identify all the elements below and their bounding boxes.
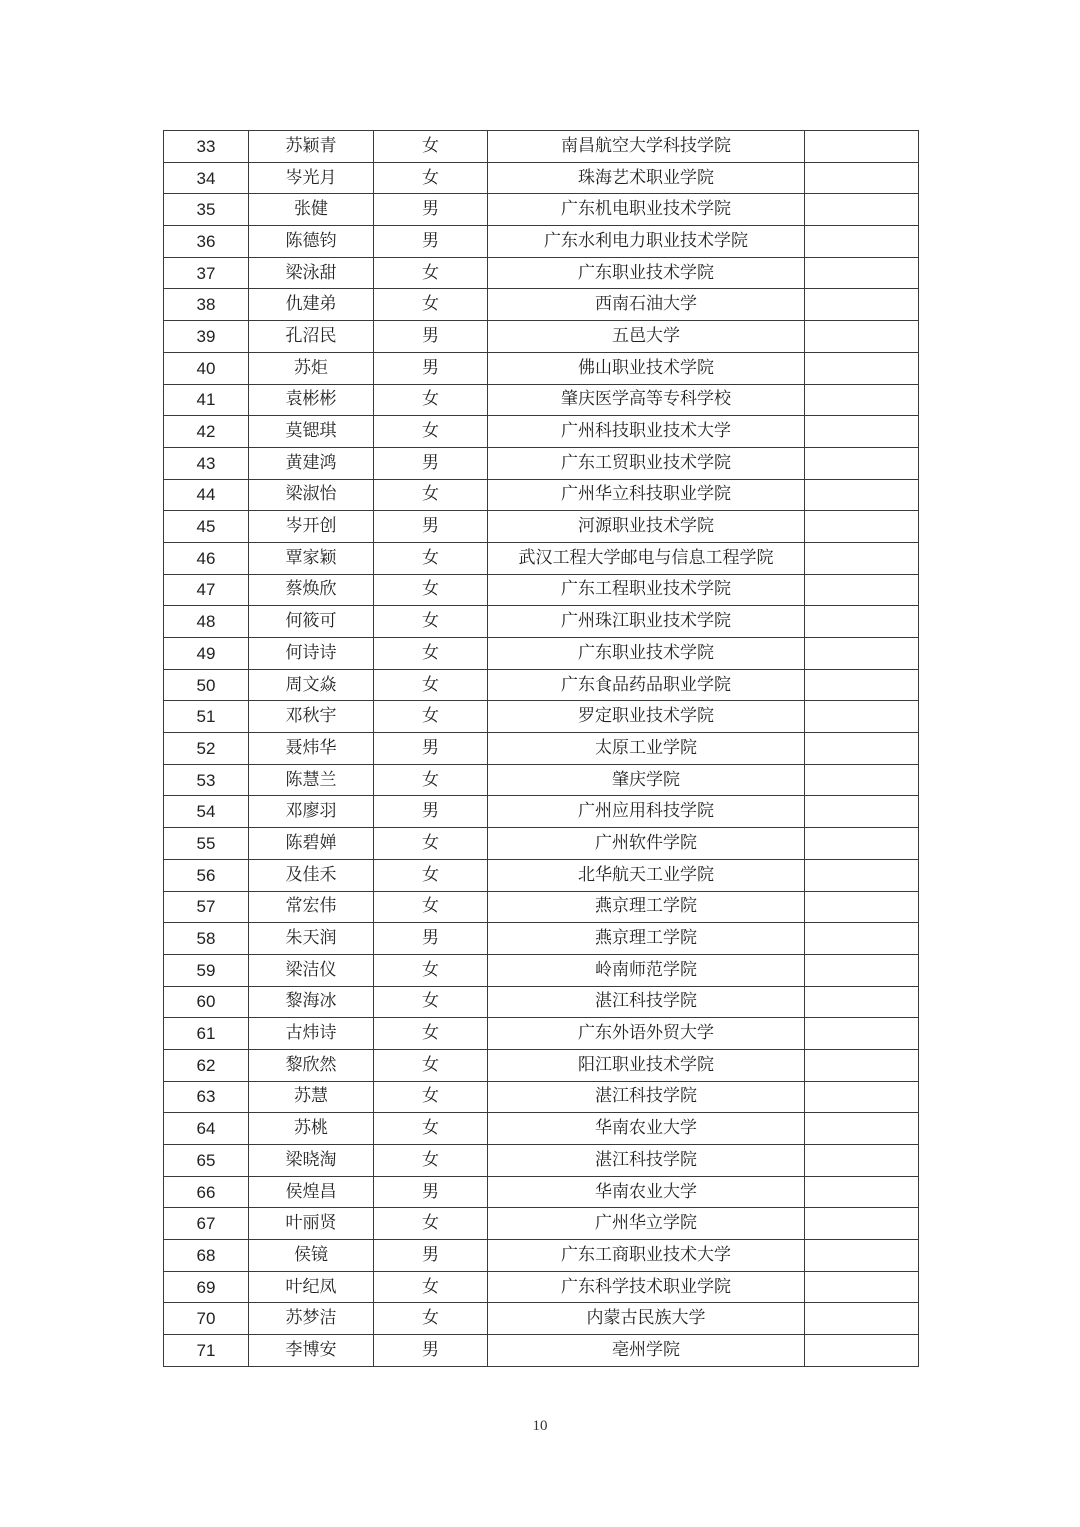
note-cell <box>805 1271 919 1303</box>
name-cell: 何筱可 <box>249 606 374 638</box>
name-cell: 陈碧婵 <box>249 828 374 860</box>
school-cell: 广州珠江职业技术学院 <box>488 606 805 638</box>
row-number-cell: 57 <box>164 891 249 923</box>
school-cell: 广东工程职业技术学院 <box>488 574 805 606</box>
school-cell: 广州软件学院 <box>488 828 805 860</box>
name-cell: 梁晓淘 <box>249 1145 374 1177</box>
school-cell: 广州应用科技学院 <box>488 796 805 828</box>
name-cell: 李博安 <box>249 1335 374 1367</box>
note-cell <box>805 638 919 670</box>
name-cell: 覃家颖 <box>249 542 374 574</box>
school-cell: 广州华立学院 <box>488 1208 805 1240</box>
name-cell: 梁泳甜 <box>249 257 374 289</box>
gender-cell: 女 <box>374 828 488 860</box>
name-cell: 苏颖青 <box>249 131 374 163</box>
row-number-cell: 46 <box>164 542 249 574</box>
table-row <box>164 352 919 384</box>
school-cell: 五邑大学 <box>488 321 805 353</box>
gender-cell: 男 <box>374 321 488 353</box>
row-number-cell: 67 <box>164 1208 249 1240</box>
table-row <box>164 638 919 670</box>
note-cell <box>805 606 919 638</box>
row-number-cell: 51 <box>164 701 249 733</box>
gender-cell: 女 <box>374 1113 488 1145</box>
gender-cell: 男 <box>374 796 488 828</box>
gender-cell: 女 <box>374 638 488 670</box>
row-number-cell: 50 <box>164 669 249 701</box>
row-number-cell: 69 <box>164 1271 249 1303</box>
gender-cell: 女 <box>374 257 488 289</box>
row-number-cell: 70 <box>164 1303 249 1335</box>
school-cell: 广东职业技术学院 <box>488 638 805 670</box>
table-row <box>164 384 919 416</box>
table-row <box>164 954 919 986</box>
note-cell <box>805 986 919 1018</box>
note-cell <box>805 226 919 258</box>
note-cell <box>805 194 919 226</box>
table-row <box>164 321 919 353</box>
gender-cell: 女 <box>374 701 488 733</box>
table-row <box>164 1335 919 1367</box>
note-cell <box>805 352 919 384</box>
row-number-cell: 47 <box>164 574 249 606</box>
school-cell: 肇庆医学高等专科学校 <box>488 384 805 416</box>
row-number-cell: 45 <box>164 511 249 543</box>
school-cell: 燕京理工学院 <box>488 923 805 955</box>
note-cell <box>805 574 919 606</box>
gender-cell: 女 <box>374 669 488 701</box>
row-number-cell: 37 <box>164 257 249 289</box>
name-cell: 陈德钧 <box>249 226 374 258</box>
row-number-cell: 56 <box>164 859 249 891</box>
table-row <box>164 194 919 226</box>
gender-cell: 女 <box>374 479 488 511</box>
gender-cell: 女 <box>374 416 488 448</box>
note-cell <box>805 764 919 796</box>
note-cell <box>805 384 919 416</box>
table-row <box>164 1271 919 1303</box>
note-cell <box>805 1145 919 1177</box>
table-row <box>164 479 919 511</box>
school-cell: 罗定职业技术学院 <box>488 701 805 733</box>
note-cell <box>805 321 919 353</box>
gender-cell: 男 <box>374 1335 488 1367</box>
table-row <box>164 891 919 923</box>
school-cell: 佛山职业技术学院 <box>488 352 805 384</box>
gender-cell: 女 <box>374 1271 488 1303</box>
name-cell: 侯煌昌 <box>249 1176 374 1208</box>
name-cell: 苏桃 <box>249 1113 374 1145</box>
note-cell <box>805 954 919 986</box>
school-cell: 北华航天工业学院 <box>488 859 805 891</box>
table-row <box>164 733 919 765</box>
table-row <box>164 701 919 733</box>
row-number-cell: 36 <box>164 226 249 258</box>
school-cell: 广东工贸职业技术学院 <box>488 447 805 479</box>
note-cell <box>805 923 919 955</box>
note-cell <box>805 891 919 923</box>
gender-cell: 男 <box>374 511 488 543</box>
school-cell: 岭南师范学院 <box>488 954 805 986</box>
name-cell: 孔沼民 <box>249 321 374 353</box>
name-cell: 古炜诗 <box>249 1018 374 1050</box>
gender-cell: 男 <box>374 923 488 955</box>
row-number-cell: 49 <box>164 638 249 670</box>
name-cell: 周文焱 <box>249 669 374 701</box>
row-number-cell: 33 <box>164 131 249 163</box>
row-number-cell: 44 <box>164 479 249 511</box>
gender-cell: 男 <box>374 352 488 384</box>
school-cell: 广东外语外贸大学 <box>488 1018 805 1050</box>
gender-cell: 女 <box>374 1049 488 1081</box>
row-number-cell: 38 <box>164 289 249 321</box>
note-cell <box>805 511 919 543</box>
school-cell: 广州科技职业技术大学 <box>488 416 805 448</box>
school-cell: 亳州学院 <box>488 1335 805 1367</box>
row-number-cell: 41 <box>164 384 249 416</box>
gender-cell: 女 <box>374 954 488 986</box>
table-row <box>164 828 919 860</box>
school-cell: 西南石油大学 <box>488 289 805 321</box>
table-row <box>164 1081 919 1113</box>
school-cell: 华南农业大学 <box>488 1113 805 1145</box>
name-cell: 陈慧兰 <box>249 764 374 796</box>
name-cell: 朱天润 <box>249 923 374 955</box>
table-row <box>164 1113 919 1145</box>
table-row <box>164 542 919 574</box>
name-cell: 苏梦洁 <box>249 1303 374 1335</box>
name-cell: 侯镜 <box>249 1240 374 1272</box>
gender-cell: 女 <box>374 1145 488 1177</box>
row-number-cell: 60 <box>164 986 249 1018</box>
row-number-cell: 53 <box>164 764 249 796</box>
note-cell <box>805 1335 919 1367</box>
name-cell: 苏慧 <box>249 1081 374 1113</box>
name-cell: 黎欣然 <box>249 1049 374 1081</box>
note-cell <box>805 859 919 891</box>
note-cell <box>805 479 919 511</box>
name-cell: 叶丽贤 <box>249 1208 374 1240</box>
note-cell <box>805 1240 919 1272</box>
gender-cell: 女 <box>374 131 488 163</box>
table-row <box>164 1176 919 1208</box>
note-cell <box>805 796 919 828</box>
school-cell: 南昌航空大学科技学院 <box>488 131 805 163</box>
gender-cell: 女 <box>374 859 488 891</box>
row-number-cell: 39 <box>164 321 249 353</box>
table-row <box>164 764 919 796</box>
name-cell: 叶纪凤 <box>249 1271 374 1303</box>
row-number-cell: 48 <box>164 606 249 638</box>
name-cell: 黄建鸿 <box>249 447 374 479</box>
note-cell <box>805 542 919 574</box>
table-row <box>164 1208 919 1240</box>
name-cell: 邓秋宇 <box>249 701 374 733</box>
gender-cell: 男 <box>374 1240 488 1272</box>
row-number-cell: 59 <box>164 954 249 986</box>
gender-cell: 女 <box>374 1303 488 1335</box>
row-number-cell: 66 <box>164 1176 249 1208</box>
table-row <box>164 447 919 479</box>
name-cell: 莫锶琪 <box>249 416 374 448</box>
name-cell: 岑光月 <box>249 162 374 194</box>
row-number-cell: 55 <box>164 828 249 860</box>
name-cell: 黎海冰 <box>249 986 374 1018</box>
table-row <box>164 606 919 638</box>
note-cell <box>805 1018 919 1050</box>
note-cell <box>805 1176 919 1208</box>
name-cell: 常宏伟 <box>249 891 374 923</box>
school-cell: 广东科学技术职业学院 <box>488 1271 805 1303</box>
note-cell <box>805 1049 919 1081</box>
table-row <box>164 257 919 289</box>
school-cell: 广东食品药品职业学院 <box>488 669 805 701</box>
table-row <box>164 574 919 606</box>
table-row <box>164 131 919 163</box>
school-cell: 肇庆学院 <box>488 764 805 796</box>
gender-cell: 男 <box>374 1176 488 1208</box>
gender-cell: 男 <box>374 733 488 765</box>
row-number-cell: 71 <box>164 1335 249 1367</box>
row-number-cell: 34 <box>164 162 249 194</box>
note-cell <box>805 733 919 765</box>
name-cell: 张健 <box>249 194 374 226</box>
table-row <box>164 1240 919 1272</box>
gender-cell: 女 <box>374 891 488 923</box>
table-row <box>164 1145 919 1177</box>
note-cell <box>805 131 919 163</box>
note-cell <box>805 162 919 194</box>
table-row <box>164 669 919 701</box>
school-cell: 华南农业大学 <box>488 1176 805 1208</box>
note-cell <box>805 701 919 733</box>
row-number-cell: 35 <box>164 194 249 226</box>
name-cell: 及佳禾 <box>249 859 374 891</box>
table-row <box>164 289 919 321</box>
row-number-cell: 52 <box>164 733 249 765</box>
row-number-cell: 63 <box>164 1081 249 1113</box>
row-number-cell: 65 <box>164 1145 249 1177</box>
table-row <box>164 511 919 543</box>
gender-cell: 女 <box>374 574 488 606</box>
gender-cell: 女 <box>374 606 488 638</box>
school-cell: 湛江科技学院 <box>488 1081 805 1113</box>
row-number-cell: 61 <box>164 1018 249 1050</box>
note-cell <box>805 1303 919 1335</box>
row-number-cell: 43 <box>164 447 249 479</box>
table-row <box>164 923 919 955</box>
school-cell: 珠海艺术职业学院 <box>488 162 805 194</box>
table-row <box>164 1049 919 1081</box>
school-cell: 广东职业技术学院 <box>488 257 805 289</box>
row-number-cell: 64 <box>164 1113 249 1145</box>
gender-cell: 女 <box>374 542 488 574</box>
table-row <box>164 416 919 448</box>
name-cell: 何诗诗 <box>249 638 374 670</box>
note-cell <box>805 1081 919 1113</box>
gender-cell: 女 <box>374 1208 488 1240</box>
row-number-cell: 58 <box>164 923 249 955</box>
gender-cell: 男 <box>374 194 488 226</box>
gender-cell: 男 <box>374 447 488 479</box>
table-row <box>164 986 919 1018</box>
gender-cell: 女 <box>374 384 488 416</box>
table-row <box>164 796 919 828</box>
name-cell: 袁彬彬 <box>249 384 374 416</box>
gender-cell: 女 <box>374 764 488 796</box>
table-row <box>164 859 919 891</box>
name-cell: 蔡焕欣 <box>249 574 374 606</box>
school-cell: 广东工商职业技术大学 <box>488 1240 805 1272</box>
name-cell: 梁淑怡 <box>249 479 374 511</box>
school-cell: 燕京理工学院 <box>488 891 805 923</box>
table-row <box>164 226 919 258</box>
table-row <box>164 1303 919 1335</box>
gender-cell: 女 <box>374 986 488 1018</box>
note-cell <box>805 828 919 860</box>
name-cell: 梁洁仪 <box>249 954 374 986</box>
gender-cell: 女 <box>374 289 488 321</box>
roster-table-body <box>164 131 919 1367</box>
table-row <box>164 1018 919 1050</box>
school-cell: 武汉工程大学邮电与信息工程学院 <box>488 542 805 574</box>
school-cell: 广东机电职业技术学院 <box>488 194 805 226</box>
note-cell <box>805 447 919 479</box>
row-number-cell: 54 <box>164 796 249 828</box>
school-cell: 阳江职业技术学院 <box>488 1049 805 1081</box>
note-cell <box>805 416 919 448</box>
table-row <box>164 162 919 194</box>
name-cell: 岑开创 <box>249 511 374 543</box>
name-cell: 苏炬 <box>249 352 374 384</box>
row-number-cell: 62 <box>164 1049 249 1081</box>
gender-cell: 女 <box>374 1018 488 1050</box>
school-cell: 河源职业技术学院 <box>488 511 805 543</box>
gender-cell: 女 <box>374 162 488 194</box>
name-cell: 聂炜华 <box>249 733 374 765</box>
gender-cell: 女 <box>374 1081 488 1113</box>
school-cell: 广东水利电力职业技术学院 <box>488 226 805 258</box>
note-cell <box>805 1113 919 1145</box>
name-cell: 邓廖羽 <box>249 796 374 828</box>
row-number-cell: 42 <box>164 416 249 448</box>
note-cell <box>805 289 919 321</box>
roster-table <box>163 130 919 1367</box>
school-cell: 广州华立科技职业学院 <box>488 479 805 511</box>
gender-cell: 男 <box>374 226 488 258</box>
page-number: 10 <box>532 1418 548 1434</box>
name-cell: 仇建弟 <box>249 289 374 321</box>
row-number-cell: 40 <box>164 352 249 384</box>
note-cell <box>805 1208 919 1240</box>
school-cell: 太原工业学院 <box>488 733 805 765</box>
note-cell <box>805 257 919 289</box>
school-cell: 内蒙古民族大学 <box>488 1303 805 1335</box>
row-number-cell: 68 <box>164 1240 249 1272</box>
note-cell <box>805 669 919 701</box>
school-cell: 湛江科技学院 <box>488 986 805 1018</box>
school-cell: 湛江科技学院 <box>488 1145 805 1177</box>
